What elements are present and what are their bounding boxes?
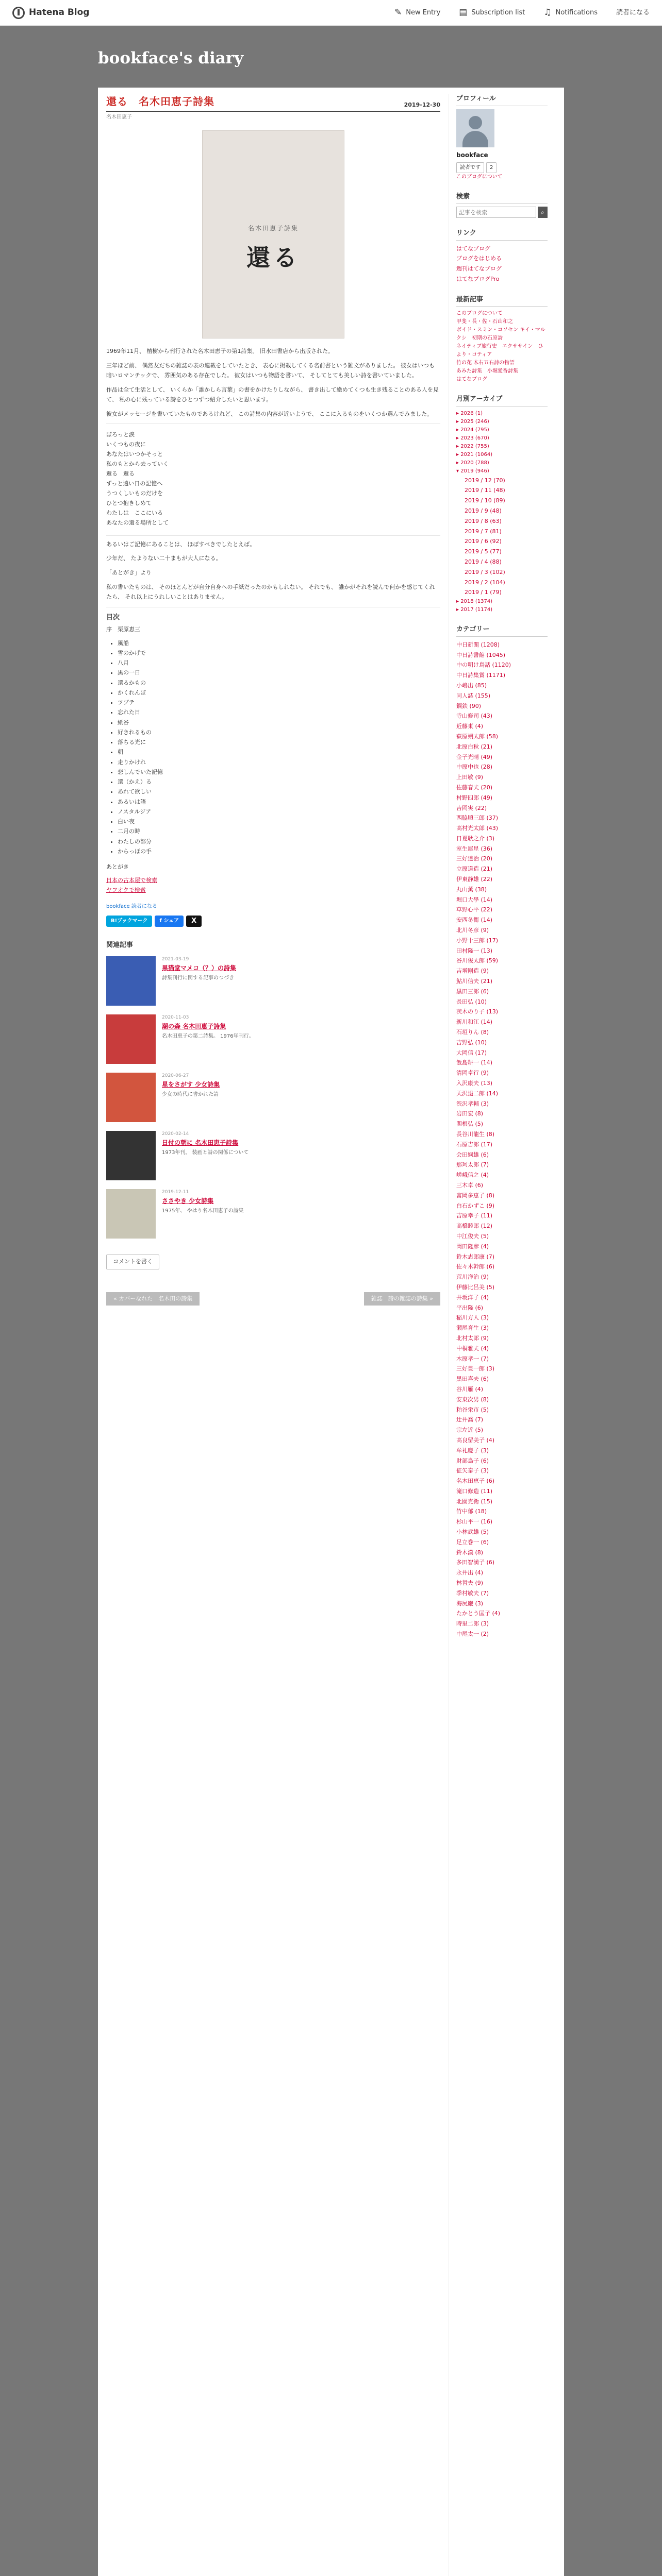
related-snippet: 1975年、 やはり名木田恵子の詩集: [162, 1208, 244, 1214]
link-item[interactable]: 週刊はてなブログ: [456, 265, 502, 273]
category-item[interactable]: 中日詩書館 (1045): [456, 651, 506, 658]
category-item[interactable]: 吉増剛造 (9): [456, 968, 489, 975]
toc-item: • 落ちる光に: [118, 737, 440, 747]
facebook-share-button[interactable]: f シェア: [155, 916, 184, 927]
category-item[interactable]: 北村太郎 (9): [456, 1334, 489, 1342]
archive-month[interactable]: 2019 / 12 (70): [465, 477, 505, 484]
archive-month[interactable]: 2019 / 3 (102): [465, 568, 505, 575]
body-paragraph: あるいはご記憶にあることは、 ほぼすべきでしたとえば。: [106, 540, 256, 548]
category-item[interactable]: 粕谷栄市 (5): [456, 1406, 489, 1413]
category-item[interactable]: 飯島耕一 (14): [456, 1059, 493, 1066]
category-item[interactable]: 多田智満子 (6): [456, 1559, 495, 1566]
blog-header: [0, 26, 662, 88]
body-paragraph: 少年だ、 たよりない二十まもが大人になる。: [106, 555, 222, 562]
search-link-kosho[interactable]: 日本の古本屋で検索: [106, 877, 157, 884]
category-item[interactable]: たかとう匡子 (4): [456, 1610, 501, 1617]
hatena-logo-icon: [12, 7, 25, 19]
poem-line: うつくしいものだけを: [106, 489, 163, 497]
related-title[interactable]: ささやき 少女詩集: [162, 1197, 214, 1205]
category-item[interactable]: 小林武雄 (5): [456, 1529, 489, 1536]
toc-item: • 黒の一日: [118, 668, 440, 677]
profile-heading: プロフィール: [456, 94, 548, 106]
archive-month[interactable]: 2019 / 1 (79): [465, 589, 502, 596]
category-item[interactable]: 海尻巌 (3): [456, 1600, 484, 1607]
archive-year[interactable]: ▸ 2017 (1174): [456, 607, 493, 613]
archive-year[interactable]: ▸ 2022 (755): [456, 443, 489, 449]
category-item[interactable]: 鋼鉄 (90): [456, 702, 482, 709]
poem-line: いくつもの夜に: [106, 441, 146, 448]
category-item[interactable]: 黒田喜夫 (6): [456, 1376, 489, 1383]
related-snippet: 1973年刊。 装画と詩の関係について: [162, 1149, 249, 1156]
book-icon: ▤: [459, 7, 468, 18]
category-item[interactable]: 鮎川信夫 (21): [456, 978, 493, 985]
category-item[interactable]: 近藤東 (4): [456, 723, 484, 730]
toc-item: • 二月の時: [118, 826, 440, 836]
category-item[interactable]: 竹中郁 (18): [456, 1508, 487, 1515]
category-item[interactable]: 北園克衛 (15): [456, 1498, 493, 1505]
category-item[interactable]: 上田敏 (9): [456, 774, 484, 781]
toc-afterword: あとがき: [106, 863, 129, 871]
archive-month[interactable]: 2019 / 5 (77): [465, 548, 502, 555]
archive-year[interactable]: ▸ 2018 (1374): [456, 599, 493, 605]
poem-line: 私のもとから去っていく: [106, 461, 169, 468]
category-item[interactable]: 中の明け鳥話 (1120): [456, 662, 511, 669]
category-item[interactable]: 中日新聞 (1208): [456, 641, 500, 648]
category-item[interactable]: 富岡多恵子 (8): [456, 1192, 495, 1199]
archive-year[interactable]: ▸ 2025 (246): [456, 418, 489, 425]
body-paragraph: 三年ほど前、 偶然友だちの雑誌の表の連載をしていたとき、 表心に掲載してくる名前書という雑文がありました。 彼女はいつも暗いロマンチックで、 雰囲気のある存在でした。 彼女はいつも物語を書いて、 そしてとても美しい詩を書いていました。: [106, 362, 435, 379]
links-module: [456, 228, 548, 284]
category-item[interactable]: 入沢康夫 (13): [456, 1080, 493, 1087]
category-item[interactable]: 天沢退二郎 (14): [456, 1090, 499, 1097]
toc-item: • かくれんぼ: [118, 688, 440, 698]
archive-month[interactable]: 2019 / 2 (104): [465, 579, 505, 586]
category-item[interactable]: 草野心平 (22): [456, 906, 493, 913]
search-links: [106, 876, 440, 895]
poem-line: ひとつ抱きしめて: [106, 499, 152, 506]
category-item[interactable]: 伊藤比呂美 (5): [456, 1283, 495, 1291]
recent-module: [456, 295, 548, 384]
category-item[interactable]: 林哲夫 (9): [456, 1580, 484, 1587]
category-item[interactable]: 金子光晴 (49): [456, 753, 493, 760]
bell-icon: ♫: [543, 7, 552, 18]
new-entry-label: New Entry: [406, 8, 441, 16]
category-item[interactable]: 佐藤春夫 (20): [456, 784, 493, 791]
search-row: [456, 207, 548, 218]
category-item[interactable]: 名木田恵子 (6): [456, 1478, 495, 1485]
cover-title: 還る: [246, 244, 300, 272]
category-item[interactable]: 宗左近 (5): [456, 1427, 484, 1434]
poem-line: あなたの還る場所として: [106, 519, 169, 526]
toc-item: • あるいは語: [118, 797, 440, 807]
category-item[interactable]: 西脇順三郎 (37): [456, 815, 499, 822]
archive-year[interactable]: ▸ 2026 (1): [456, 410, 483, 416]
category-item[interactable]: 室生犀星 (36): [456, 845, 493, 852]
related-date: 2020-11-03: [162, 1015, 189, 1021]
toc-heading: 目次: [106, 614, 120, 622]
toc-item: • 還（かえ）る: [118, 777, 440, 787]
recent-item[interactable]: 竹の花 木右五右詩の物語: [456, 360, 515, 366]
main-column: [106, 94, 449, 2576]
toc-item: • 風船: [118, 638, 440, 648]
profile-name[interactable]: bookface: [456, 151, 488, 159]
category-item[interactable]: 木原孝一 (7): [456, 1355, 489, 1362]
category-item[interactable]: 関根弘 (5): [456, 1121, 484, 1128]
category-item[interactable]: 会田綱雄 (6): [456, 1151, 489, 1158]
search-icon[interactable]: ⌕: [538, 207, 548, 218]
link-item[interactable]: ブログをはじめる: [456, 255, 502, 262]
category-item[interactable]: 小野十三郎 (17): [456, 937, 499, 944]
next-entry-link[interactable]: 雑誌 詩の雑誌の詩集 »: [364, 1292, 440, 1306]
recent-heading: 最新記事: [456, 295, 548, 307]
related-snippet: 名木田恵子の第二詩集。 1976年刊行。: [162, 1033, 254, 1039]
related-item[interactable]: [106, 1189, 440, 1239]
archive-heading: 月別アーカイブ: [456, 394, 548, 406]
avatar[interactable]: [456, 109, 494, 147]
related-item[interactable]: [106, 1014, 440, 1064]
toc-item: • あれて欲しい: [118, 787, 440, 796]
entry-date[interactable]: 2019-12-30: [404, 101, 440, 108]
category-item[interactable]: 杉山平一 (16): [456, 1518, 493, 1526]
postscript-text: 私の書いたものは、 そのほとんどが自分自身への手紙だったのかもしれない。 それでも、 誰かがそれを読んで何かを感じてくれたら、 それ以上にうれしいことはありません。: [106, 584, 435, 601]
category-item[interactable]: 滝口修造 (11): [456, 1487, 493, 1495]
related-snippet: 少女の時代に書かれた詩: [162, 1091, 219, 1097]
category-item[interactable]: 中尾太一 (2): [456, 1631, 489, 1638]
archive-month[interactable]: 2019 / 4 (88): [465, 558, 502, 566]
related-text: [162, 1073, 220, 1098]
related-heading: 関連記事: [106, 941, 134, 949]
related-title[interactable]: 黒猫堂マメコ（？）の詩集: [162, 964, 237, 972]
category-item[interactable]: 黒田三郎 (6): [456, 988, 489, 995]
category-item[interactable]: 清岡卓行 (9): [456, 1070, 489, 1077]
related-text: [162, 1189, 244, 1215]
category-item[interactable]: 鈴木志郎康 (7): [456, 1253, 495, 1260]
pencil-icon: ✎: [394, 7, 402, 18]
category-item[interactable]: 高村光太郎 (43): [456, 825, 499, 832]
category-item[interactable]: 佐々木幹郎 (6): [456, 1263, 495, 1270]
follow-button[interactable]: 読者です: [456, 162, 484, 173]
about-link[interactable]: このブログについて: [456, 174, 503, 180]
toc-list: [118, 638, 440, 857]
recent-item[interactable]: このブログについて: [456, 311, 503, 317]
category-item[interactable]: 時里二郎 (3): [456, 1620, 489, 1628]
category-item[interactable]: 白石かずこ (9): [456, 1202, 495, 1209]
postscript-label: 「あとがき」より: [106, 569, 152, 577]
related-title[interactable]: 潮の森 名木田恵子詩集: [162, 1022, 226, 1030]
category-item[interactable]: 大岡信 (17): [456, 1049, 487, 1056]
category-item[interactable]: 瀬尾育生 (3): [456, 1325, 489, 1332]
links-heading: リンク: [456, 228, 548, 241]
archive-month[interactable]: 2019 / 7 (81): [465, 528, 502, 535]
archive-year[interactable]: ▸ 2021 (1064): [456, 451, 493, 457]
category-item[interactable]: 財部鳥子 (6): [456, 1457, 489, 1464]
toc-item: • 雪のかげで: [118, 648, 440, 658]
related-date: 2020-06-27: [162, 1073, 189, 1079]
brand-name: Hatena Blog: [29, 7, 90, 18]
entry-pager: [106, 1292, 440, 1306]
category-item[interactable]: 岩田宏 (8): [456, 1110, 484, 1117]
link-item[interactable]: はてなブログPro: [456, 275, 500, 282]
related-text: [162, 1131, 249, 1157]
hatena-bookmark-button[interactable]: B!ブックマーク: [106, 916, 152, 927]
category-item[interactable]: 辻井喬 (7): [456, 1416, 484, 1423]
new-entry-button[interactable]: [394, 8, 440, 18]
category-item[interactable]: 征矢泰子 (3): [456, 1467, 489, 1475]
category-item[interactable]: 北川冬彦 (9): [456, 927, 489, 934]
category-item[interactable]: 新川和江 (14): [456, 1019, 493, 1026]
recent-item[interactable]: ボイド・スミン・コソセン キイ・マルクシ 初期の石原詩: [456, 327, 545, 342]
entry-footer-text: [106, 903, 440, 910]
header-actions: [394, 8, 650, 18]
search-input[interactable]: [456, 207, 536, 218]
poem-line: 還る 還る: [106, 470, 135, 478]
category-module: [456, 624, 548, 1639]
follower-count: 2: [486, 162, 496, 173]
poem-line: わたしは ここにいる: [106, 509, 163, 516]
category-item[interactable]: 荒川洋治 (9): [456, 1274, 489, 1281]
archive-module: [456, 394, 548, 614]
archive-month[interactable]: 2019 / 8 (63): [465, 517, 502, 524]
category-item[interactable]: 鈴木漠 (8): [456, 1549, 484, 1556]
category-item[interactable]: 石原吉郎 (17): [456, 1141, 493, 1148]
body-paragraph: 彼女がメッセージを書いていたものであるけれど、 この詩集の内容が近いようで、 ここに入るものをいくつか選んでみました。: [106, 410, 433, 417]
category-item[interactable]: 中原中也 (28): [456, 764, 493, 771]
category-item[interactable]: 嵯峨信之 (4): [456, 1172, 489, 1179]
related-snippet: 詩集刊行に関する記事のつづき: [162, 975, 234, 981]
link-item[interactable]: はてなブログ: [456, 245, 490, 252]
toc-item: • 八月: [118, 658, 440, 668]
toc-item: • 朝: [118, 747, 440, 757]
related-thumbnail[interactable]: [106, 956, 156, 1006]
subscription-button[interactable]: [459, 8, 525, 18]
archive-month[interactable]: 2019 / 9 (48): [465, 507, 502, 515]
category-item[interactable]: 三木卓 (6): [456, 1181, 484, 1189]
category-item[interactable]: 吉野弘 (10): [456, 1039, 487, 1046]
toc-item: • 忘れた日: [118, 707, 440, 717]
related-text: [162, 956, 236, 982]
archive-month[interactable]: 2019 / 10 (89): [465, 497, 505, 504]
category-item[interactable]: 三好達治 (20): [456, 855, 493, 862]
category-item[interactable]: 牟礼慶子 (3): [456, 1447, 489, 1454]
related-item[interactable]: [106, 1131, 440, 1180]
category-item[interactable]: 吉岡実 (22): [456, 804, 487, 811]
sidebar: [449, 94, 548, 2576]
subscribe-menu[interactable]: [616, 8, 650, 18]
toc-item: • ツブテ: [118, 698, 440, 707]
hatena-logo[interactable]: [12, 6, 89, 20]
entry-body: [106, 347, 440, 607]
category-item[interactable]: 永井出 (4): [456, 1569, 484, 1577]
related-date: 2019-12-11: [162, 1190, 189, 1195]
toc-item: • 走りかけれ: [118, 757, 440, 767]
category-item[interactable]: 中桐雅夫 (4): [456, 1345, 489, 1352]
archive-month[interactable]: 2019 / 11 (48): [465, 487, 505, 494]
notifications-label: Notifications: [555, 8, 598, 16]
entry-header: [106, 94, 440, 112]
search-module: [456, 192, 548, 218]
toc-item: • わたしの部分: [118, 837, 440, 846]
category-item[interactable]: 足立巻一 (6): [456, 1538, 489, 1546]
archive-year[interactable]: ▸ 2023 (670): [456, 435, 489, 441]
category-item[interactable]: 高良留美子 (4): [456, 1436, 495, 1444]
entry-category[interactable]: 名木田恵子: [106, 114, 132, 120]
category-item[interactable]: 高橋睦郎 (12): [456, 1223, 493, 1230]
category-item[interactable]: 季村敏夫 (7): [456, 1589, 489, 1597]
related-date: 2020-02-14: [162, 1131, 189, 1137]
category-item[interactable]: 田村隆一 (13): [456, 947, 493, 954]
category-item[interactable]: 長谷川龍生 (8): [456, 1131, 495, 1138]
book-cover-image: [202, 130, 344, 338]
category-item[interactable]: 北原白秋 (21): [456, 743, 493, 750]
category-item[interactable]: 中日詩集賞 (1171): [456, 672, 506, 679]
poem-block: [106, 423, 440, 535]
recent-item[interactable]: 甲斐・長・佐・石山和之: [456, 319, 513, 325]
poem-line: あなたはいつかそっと: [106, 451, 163, 458]
category-item[interactable]: 萩原朔太郎 (58): [456, 733, 499, 740]
category-item[interactable]: 村野四郎 (49): [456, 794, 493, 801]
poem-line: ぽろっと涙: [106, 431, 135, 438]
cover-subtitle: 名木田恵子詩集: [247, 225, 299, 232]
related-text: [162, 1014, 254, 1040]
recent-item[interactable]: ネイティブ旅行史 エクササイン ひより・コティア: [456, 344, 543, 358]
related-date: 2021-03-19: [162, 957, 189, 962]
notifications-button[interactable]: [543, 8, 598, 18]
category-item[interactable]: 石垣りん (8): [456, 1029, 489, 1036]
author-follow-link[interactable]: bookface 読者になる: [106, 903, 157, 909]
related-item[interactable]: [106, 1073, 440, 1122]
category-heading: カテゴリー: [456, 624, 548, 637]
related-item[interactable]: [106, 956, 440, 1006]
category-item[interactable]: 稲川方人 (3): [456, 1314, 489, 1321]
toc-item: • 好きれるもの: [118, 727, 440, 737]
category-item[interactable]: 同人誌 (155): [456, 692, 491, 699]
postscript-block: [106, 568, 440, 607]
recent-item[interactable]: あみた詩集 小堀愛香詩集: [456, 368, 518, 375]
toc-item: • からっぽの手: [118, 846, 440, 856]
toc-item: • 悲しんでいた記憶: [118, 767, 440, 777]
global-header: [0, 0, 662, 26]
category-item[interactable]: 丸山薫 (38): [456, 886, 487, 893]
related-thumbnail[interactable]: [106, 1189, 156, 1239]
toc-item: • 白い夜: [118, 817, 440, 826]
toc-intro: 序 栗原恵三: [106, 625, 140, 633]
poem-line: ずっと遠い日の記憶へ: [106, 480, 163, 487]
category-item[interactable]: 日夏耿之介 (3): [456, 835, 495, 842]
category-item[interactable]: 伊東静雄 (22): [456, 876, 493, 883]
prev-entry-link[interactable]: « カバーなれた 名木田の詩集: [106, 1292, 200, 1306]
category-item[interactable]: 安東次男 (8): [456, 1396, 489, 1403]
related-thumbnail[interactable]: [106, 1073, 156, 1122]
category-item[interactable]: 岡田隆彦 (4): [456, 1243, 489, 1250]
archive-year[interactable]: ▸ 2020 (788): [456, 460, 489, 466]
category-item[interactable]: 長田弘 (10): [456, 998, 487, 1005]
category-list: [456, 640, 548, 1639]
subscription-label: Subscription list: [471, 8, 525, 16]
category-item[interactable]: 堀口大學 (14): [456, 896, 493, 903]
category-item[interactable]: 谷川俊太郎 (59): [456, 957, 499, 964]
related-thumbnail[interactable]: [106, 1131, 156, 1180]
related-thumbnail[interactable]: [106, 1014, 156, 1064]
category-item[interactable]: 平出隆 (6): [456, 1304, 484, 1311]
category-item[interactable]: 吉原幸子 (11): [456, 1212, 493, 1219]
blog-title[interactable]: bookface's diary: [98, 49, 244, 67]
entry-title[interactable]: 還る 名木田恵子詩集: [106, 95, 214, 108]
category-item[interactable]: 安西冬衛 (14): [456, 917, 493, 924]
category-item[interactable]: 寺山修司 (43): [456, 713, 493, 720]
toc-item: • 紙谷: [118, 718, 440, 727]
write-comment-button[interactable]: コメントを書く: [106, 1255, 159, 1269]
category-item[interactable]: 井坂洋子 (4): [456, 1294, 489, 1301]
related-title[interactable]: 日付の朝に 名木田恵子詩集: [162, 1139, 239, 1146]
follow-row: [456, 162, 548, 173]
recent-item[interactable]: はてなブログ: [456, 377, 487, 383]
category-item[interactable]: 立原道造 (21): [456, 866, 493, 873]
category-item[interactable]: 渋沢孝輔 (3): [456, 1100, 489, 1107]
page-container: [98, 88, 564, 2576]
x-share-button[interactable]: X: [186, 916, 202, 927]
archive-month[interactable]: 2019 / 6 (92): [465, 538, 502, 545]
category-item[interactable]: 小嶋出 (85): [456, 682, 487, 689]
search-heading: 検索: [456, 192, 548, 204]
profile-module: [456, 94, 548, 181]
category-item[interactable]: 三好豊一郎 (3): [456, 1365, 495, 1372]
category-item[interactable]: 茨木のり子 (13): [456, 1008, 499, 1015]
related-title[interactable]: 星をさがす 少女詩集: [162, 1080, 220, 1088]
archive-year-expanded[interactable]: ▾ 2019 (946): [456, 468, 489, 474]
subscribe-menu-label: 読者になる: [616, 8, 650, 16]
body-paragraph: 作品は全て生活として、 いくらか「誰かしら言葉」の書をかけたりしながら、 書き出して絶めてくつも生き残ることのある人を見て、 私の心に残っている詩をひとつずつ紹介したいと思います。: [106, 386, 439, 403]
archive-year[interactable]: ▸ 2024 (795): [456, 427, 489, 433]
toc-item: • 還るかもの: [118, 678, 440, 688]
intro-paragraph: 1969年11月、 植樹から刊行された名木田恵子の第1詩集。 旧水田書店から出版された。: [106, 348, 334, 354]
category-item[interactable]: 那珂太郎 (7): [456, 1161, 489, 1168]
category-item[interactable]: 谷川雁 (4): [456, 1385, 484, 1393]
toc-item: • ノスタルジア: [118, 807, 440, 817]
category-item[interactable]: 中江俊夫 (5): [456, 1232, 489, 1240]
share-buttons: [106, 916, 440, 927]
search-link-auction[interactable]: ヤフオクで検索: [106, 887, 146, 893]
